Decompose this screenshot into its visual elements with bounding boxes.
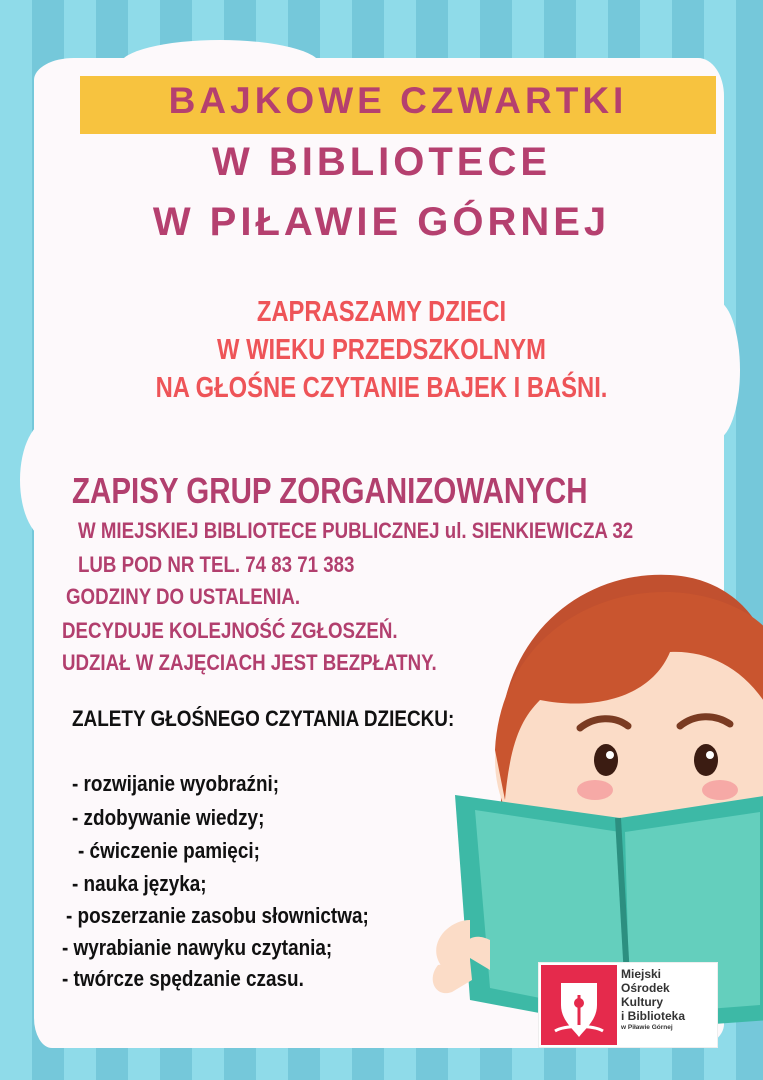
invitation-line-2: W WIEKU PRZEDSZKOLNYM xyxy=(217,334,546,366)
invitation-line-1: ZAPRASZAMY DZIECI xyxy=(256,296,507,328)
advantage-item: - wyrabianie nawyku czytania; xyxy=(62,935,333,960)
advantage-item: - poszerzanie zasobu słownictwa; xyxy=(66,903,369,928)
logo-text xyxy=(621,967,715,1032)
paper-edge-blob xyxy=(20,420,80,540)
title-line-3: W PIŁAWIE GÓRNEJ xyxy=(152,200,611,244)
title-line-1: BAJKOWE CZWARTKI xyxy=(168,80,628,121)
library-logo xyxy=(538,962,718,1048)
invitation-line-3: NA GŁOŚNE CZYTANIE BAJEK I BAŚNI. xyxy=(155,372,608,404)
registration-heading: ZAPISY GRUP ZORGANIZOWANYCH xyxy=(72,470,588,511)
hand xyxy=(433,920,472,993)
advantage-item: - twórcze spędzanie czasu. xyxy=(62,966,304,991)
advantage-item: - zdobywanie wiedzy; xyxy=(72,805,265,830)
pen-nib-icon xyxy=(541,965,617,1045)
logo-line: i Biblioteka xyxy=(621,1009,686,1023)
left-cheek xyxy=(577,780,613,800)
advantage-item: - nauka języka; xyxy=(72,871,207,896)
registration-hours: GODZINY DO USTALENIA. xyxy=(66,584,301,609)
paper-edge-blob xyxy=(690,300,740,440)
right-eye xyxy=(694,744,718,776)
advantages-heading: ZALETY GŁOŚNEGO CZYTANIA DZIECKU: xyxy=(72,706,455,731)
left-eye xyxy=(594,744,618,776)
advantage-item: - rozwijanie wyobraźni; xyxy=(72,771,280,796)
logo-line: Kultury xyxy=(621,995,663,1009)
right-cheek xyxy=(702,780,738,800)
advantage-item: - ćwiczenie pamięci; xyxy=(78,838,260,863)
registration-free: UDZIAŁ W ZAJĘCIACH JEST BEZPŁATNY. xyxy=(62,650,437,675)
title-line-2: W BIBLIOTECE xyxy=(211,140,552,184)
logo-subline: w Piławie Górnej xyxy=(621,1024,673,1031)
registration-address: W MIEJSKIEJ BIBLIOTECE PUBLICZNEJ ul. SIENKIEWICZA 32 xyxy=(78,518,634,543)
logo-line: Ośrodek xyxy=(621,981,670,995)
registration-phone: LUB POD NR TEL. 74 83 71 383 xyxy=(78,552,355,577)
registration-order: DECYDUJE KOLEJNOŚĆ ZGŁOSZEŃ. xyxy=(62,618,398,643)
logo-line: Miejski xyxy=(621,967,662,981)
